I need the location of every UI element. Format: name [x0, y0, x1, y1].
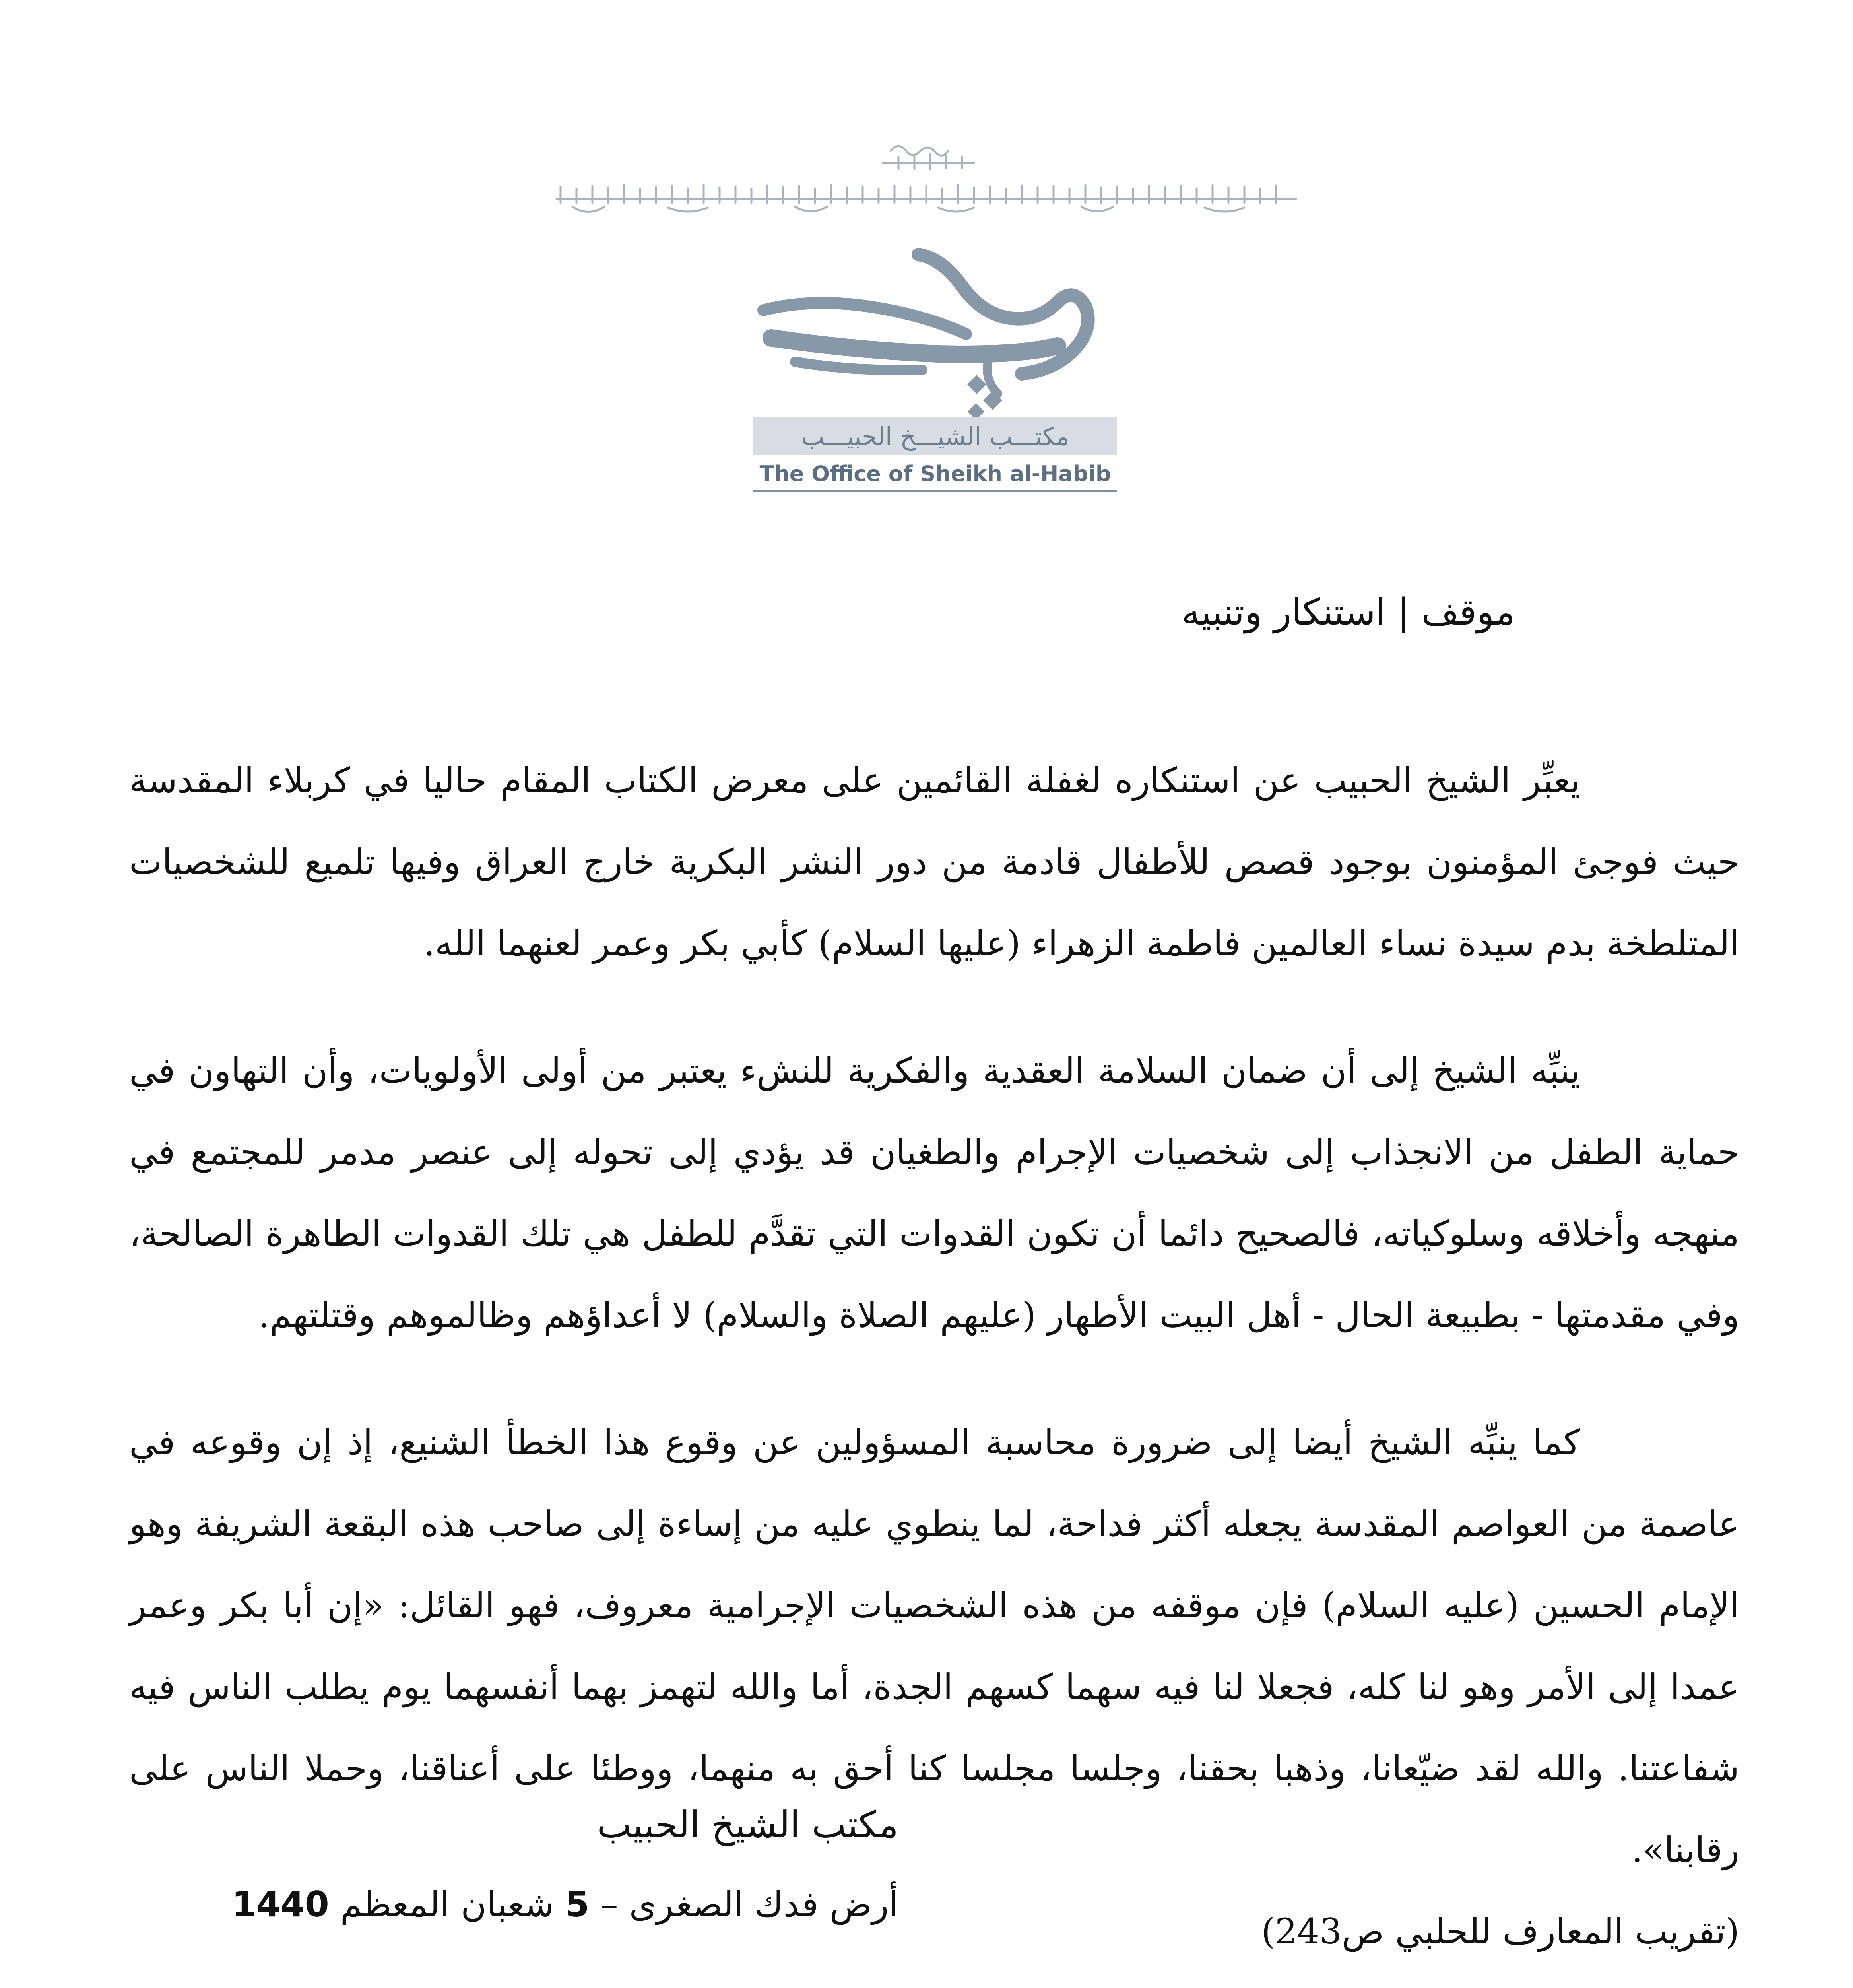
paragraph-2: ينبِّه الشيخ إلى أن ضمان السلامة العقدية والفكرية للنشء يعتبر من أولى الأولويات، وأن التهاون في حماية الطفل من الانجذاب إلى شخصيات الإجرام والطغيان قد يؤدي إلى تحوله إلى عنصر مدمر للمجتمع في منهجه وأخلاقه وسلوكياته، فالصحيح دائما أن تكون القدوات التي تقدَّم للطفل هي تلك القدوات الطاهرة الصالحة، وفي مقدمتها - بطبيعة الحال - أهل البيت الأطهار (عليهم الصلاة والسلام) لا أعداؤهم وظالموهم وقتلتهم. — [129, 1050, 1739, 1336]
date-month: شعبان المعظم — [329, 1884, 565, 1925]
date-line — [223, 1865, 898, 1944]
paragraph-1: يعبِّر الشيخ الحبيب عن استنكاره لغفلة القائمين على معرض الكتاب المقام حاليا في كربلاء المقدسة حيث فوجئ المؤمنون بوجود قصص للأطفال قادمة من دور النشر البكرية خارج العراق وفيها تلميع للشخصيات المتلطخة بدم سيدة نساء العالمين فاطمة الزهراء (عليها السلام) كأبي بكر وعمر لعنهما الله. — [129, 760, 1739, 964]
logo-label-english: The Office of Sheikh al-Habib — [753, 458, 1117, 492]
date-year: 1440 — [231, 1884, 329, 1925]
source-reference: (تقريب المعارف للحلبي ص243) — [1261, 1911, 1739, 1952]
header-calligraphy-image — [549, 139, 1304, 235]
date-day: 5 — [565, 1884, 590, 1925]
logo-label-arabic: مكتـــب الشيـــخ الحبيـــب — [753, 417, 1117, 455]
date-prefix: أرض فدك الصغرى – — [589, 1884, 898, 1925]
office-logo — [747, 247, 1121, 493]
paragraph-3: كما ينبِّه الشيخ أيضا إلى ضرورة محاسبة المسؤولين عن وقوع هذا الخطأ الشنيع، إذ إن وقوعه في عاصمة من العواصم المقدسة يجعله أكثر فداحة، لما ينطوي عليه من إساءة إلى صاحب هذه البقعة الشريفة وهو الإمام الحسين (عليه السلام) فإن موقفه من هذه الشخصيات الإجرامية معروف، فهو القائل: «إن أبا بكر وعمر عمدا إلى الأمر وهو لنا كله، فجعلا لنا فيه سهما كسهم الجدة، أما والله لتهمز بهما أنفسهما يوم يطلب الناس فيه شفاعتنا. والله لقد ضيّعانا، وذهبا بحقنا، وجلسا مجلسا كنا أحق به منهما، ووطئا على أعناقنا، وحملا الناس على رقابنا». — [129, 1422, 1739, 1870]
signature-name: مكتب الشيخ الحبيب — [597, 1804, 898, 1846]
signature-block — [223, 1785, 898, 1944]
document-title: موقف | استنكار وتنبيه — [1182, 591, 1515, 633]
